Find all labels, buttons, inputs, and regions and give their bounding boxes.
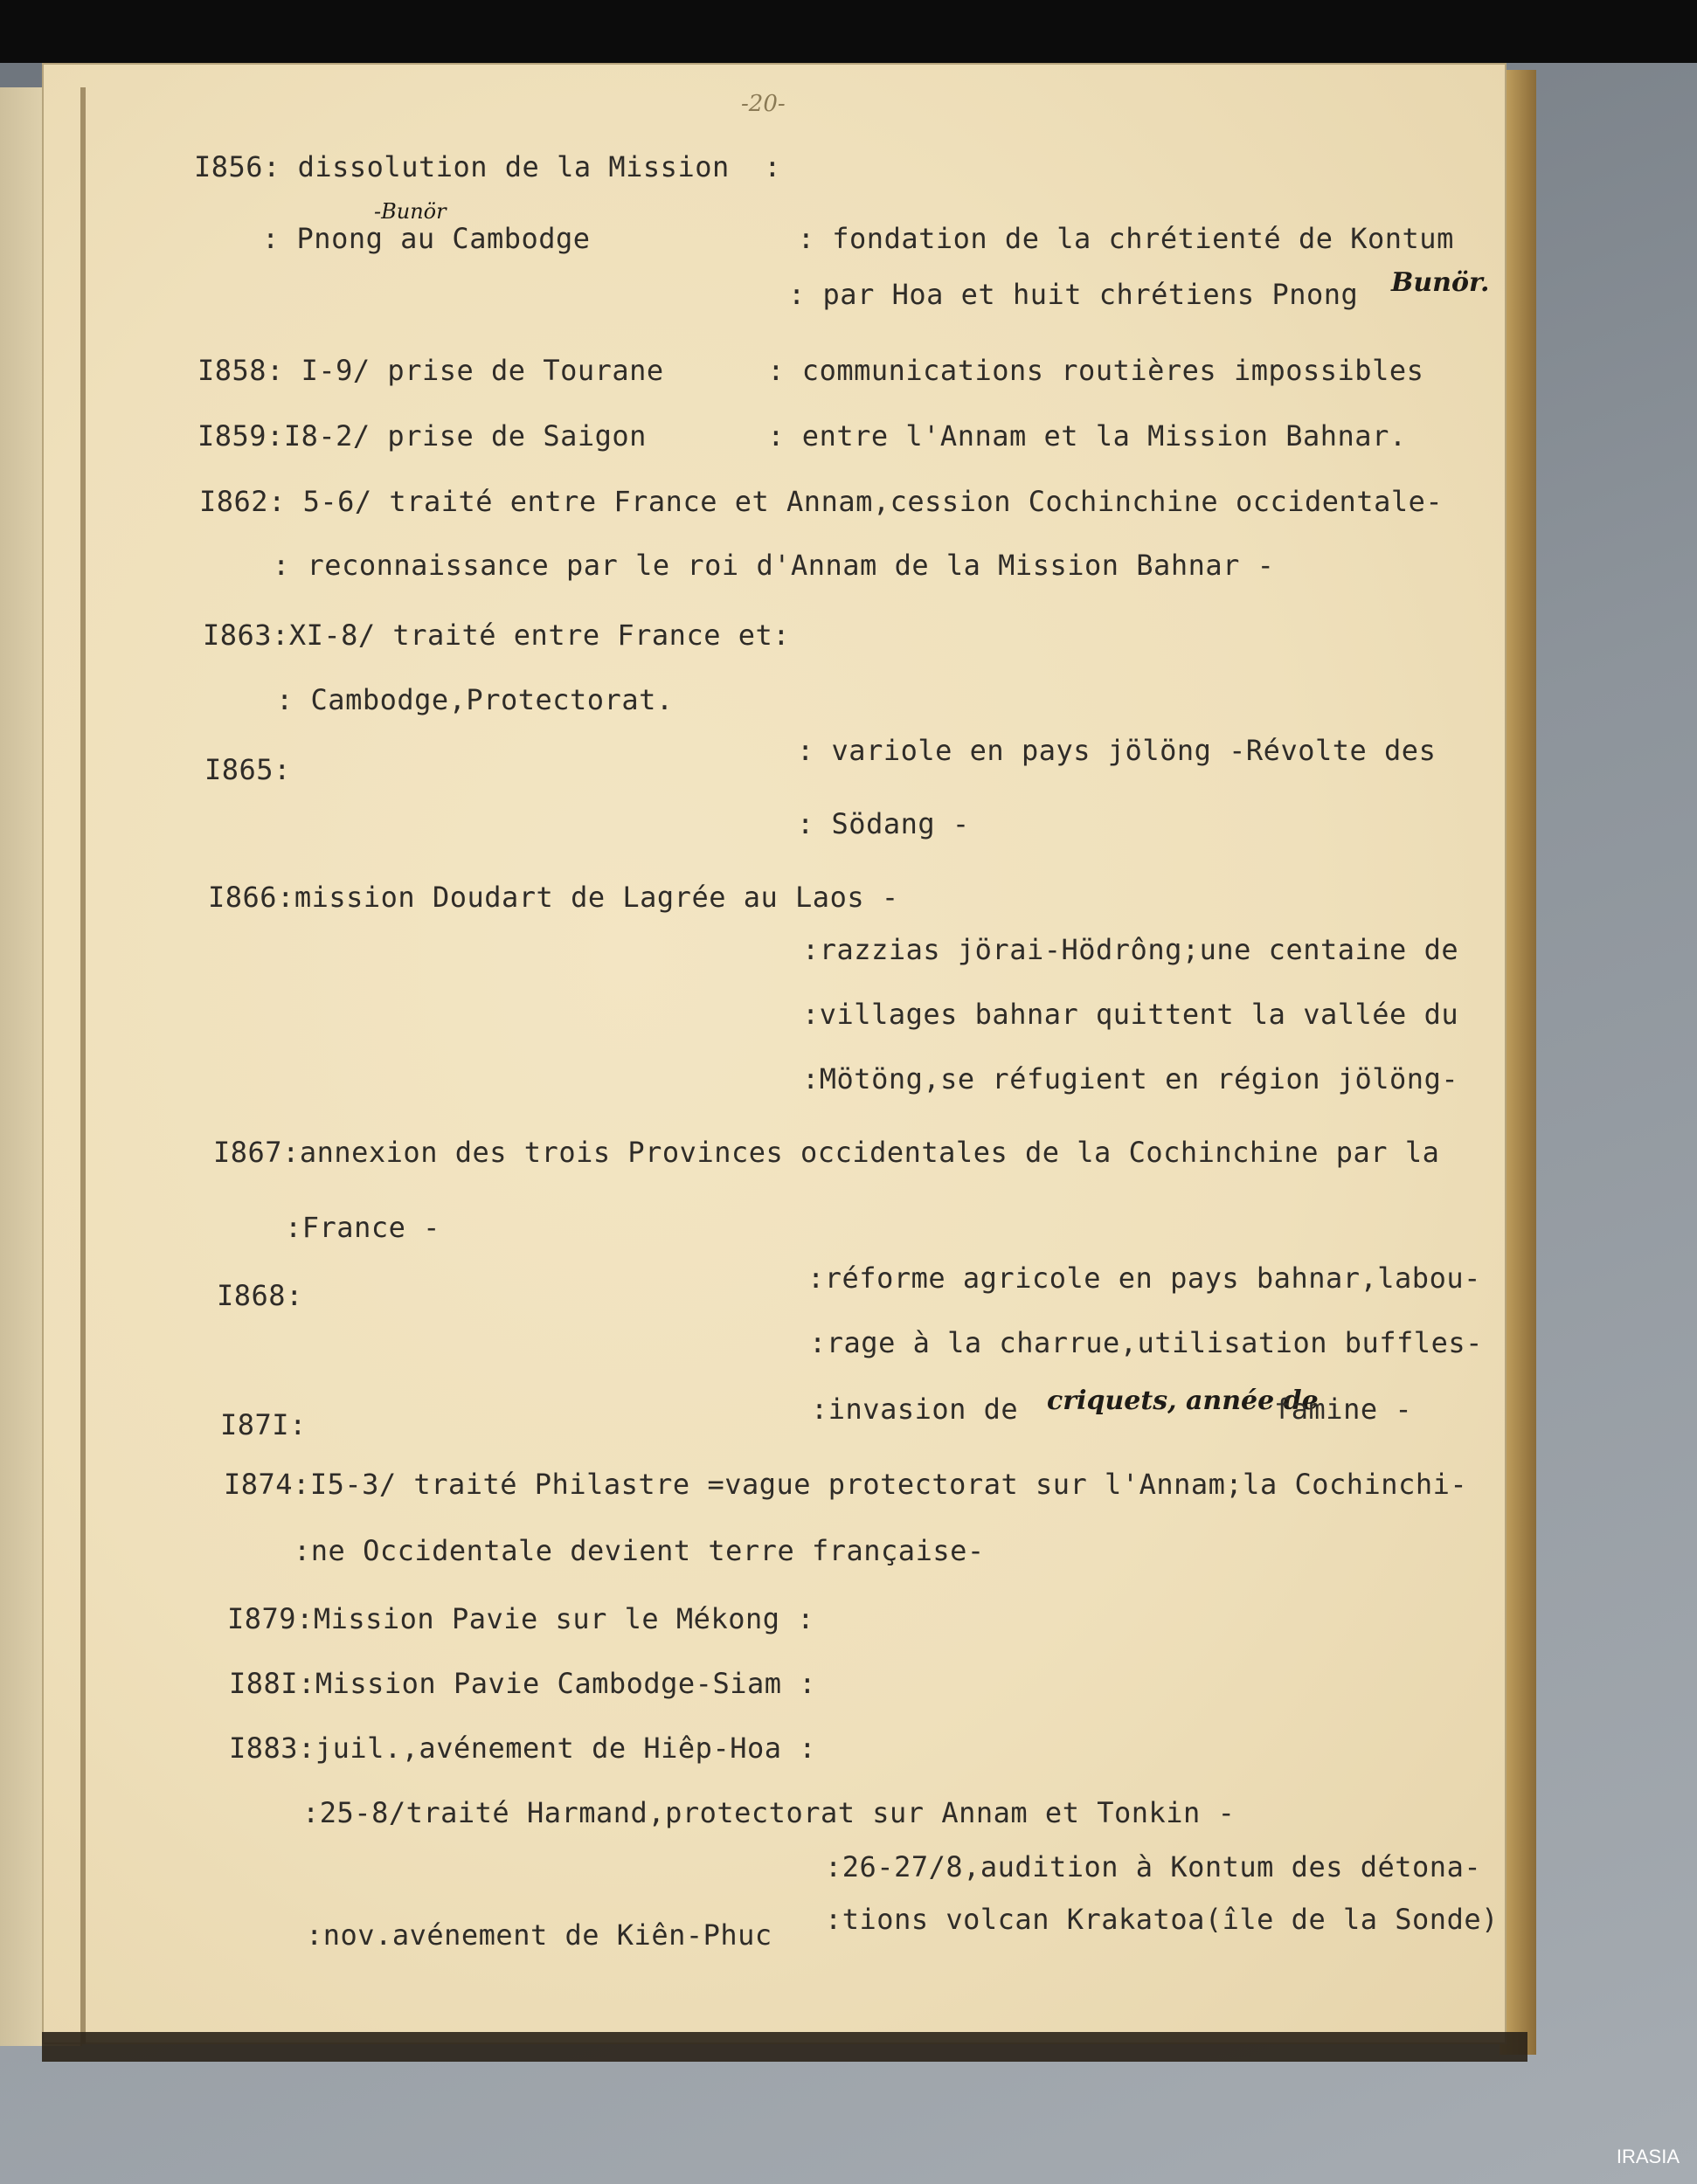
chronology-line: : Cambodge,Protectorat.	[276, 683, 674, 716]
watermark: IRASIA	[1616, 2146, 1680, 2167]
scan-top-border	[0, 0, 1697, 63]
chronology-line: I858: I-9/ prise de Tourane : communications routières impossibles	[197, 354, 1424, 387]
handwritten-annotation: criquets, année de	[1047, 1386, 1319, 1416]
chronology-line: :26-27/8,audition à Kontum des détona-	[825, 1850, 1482, 1883]
binding-gutter	[80, 87, 86, 2044]
chronology-line: :invasion de	[811, 1393, 1019, 1426]
chronology-line: I856: dissolution de la Mission :	[194, 150, 782, 183]
page-bottom-shadow	[42, 2032, 1527, 2062]
chronology-line: :rage à la charrue,utilisation buffles-	[809, 1326, 1483, 1359]
chronology-line: : Södang -	[797, 807, 970, 840]
chronology-line: I867:annexion des trois Provinces occidentales de la Cochinchine par la	[213, 1136, 1440, 1169]
chronology-line: : variole en pays jölöng -Révolte des	[797, 734, 1437, 767]
chronology-line: :Mötöng,se réfugient en région jölöng-	[802, 1062, 1459, 1095]
chronology-year: I865:	[204, 753, 291, 786]
chronology-line: I883:juil.,avénement de Hiêp-Hoa :	[229, 1731, 817, 1765]
chronology-line: : reconnaissance par le roi d'Annam de la Mission Bahnar -	[273, 549, 1275, 582]
chronology-line: :France -	[285, 1211, 440, 1244]
chronology-line: I863:XI-8/ traité entre France et:	[203, 619, 791, 652]
handwritten-annotation: Bunör.	[1391, 267, 1490, 298]
chronology-line: :réforme agricole en pays bahnar,labou-	[807, 1261, 1481, 1295]
chronology-line: I866:mission Doudart de Lagrée au Laos -	[208, 881, 899, 914]
chronology-line: famine -	[1274, 1393, 1413, 1426]
chronology-line: : par Hoa et huit chrétiens Pnong	[788, 278, 1359, 311]
chronology-line: I879:Mission Pavie sur le Mékong :	[227, 1602, 815, 1635]
chronology-line: :villages bahnar quittent la vallée du	[802, 998, 1459, 1031]
chronology-line: :razzias jörai-Hödrông;une centaine de	[802, 933, 1459, 966]
chronology-line: I859:I8-2/ prise de Saigon : entre l'Annam et la Mission Bahnar.	[197, 419, 1407, 453]
chronology-line: :nov.avénement de Kiên-Phuc	[306, 1918, 772, 1952]
chronology-line: :tions volcan Krakatoa(île de la Sonde)	[825, 1903, 1499, 1936]
chronology-line: :ne Occidentale devient terre française-	[294, 1534, 985, 1567]
chronology-line: I874:I5-3/ traité Philastre =vague protectorat sur l'Annam;la Cochinchi-	[224, 1468, 1468, 1501]
chronology-line: I88I:Mission Pavie Cambodge-Siam :	[229, 1667, 817, 1700]
page-number: -20-	[741, 91, 786, 117]
chronology-line: : Pnong au Cambodge : fondation de la chrétienté de Kontum	[262, 222, 1454, 255]
chronology-line: I862: 5-6/ traité entre France et Annam,cession Cochinchine occidentale-	[199, 485, 1444, 518]
chronology-year: I87I:	[220, 1408, 307, 1441]
chronology-year: I868:	[217, 1279, 303, 1312]
handwritten-annotation: -Bunör	[374, 199, 447, 224]
chronology-line: :25-8/traité Harmand,protectorat sur Annam et Tonkin -	[302, 1796, 1236, 1829]
